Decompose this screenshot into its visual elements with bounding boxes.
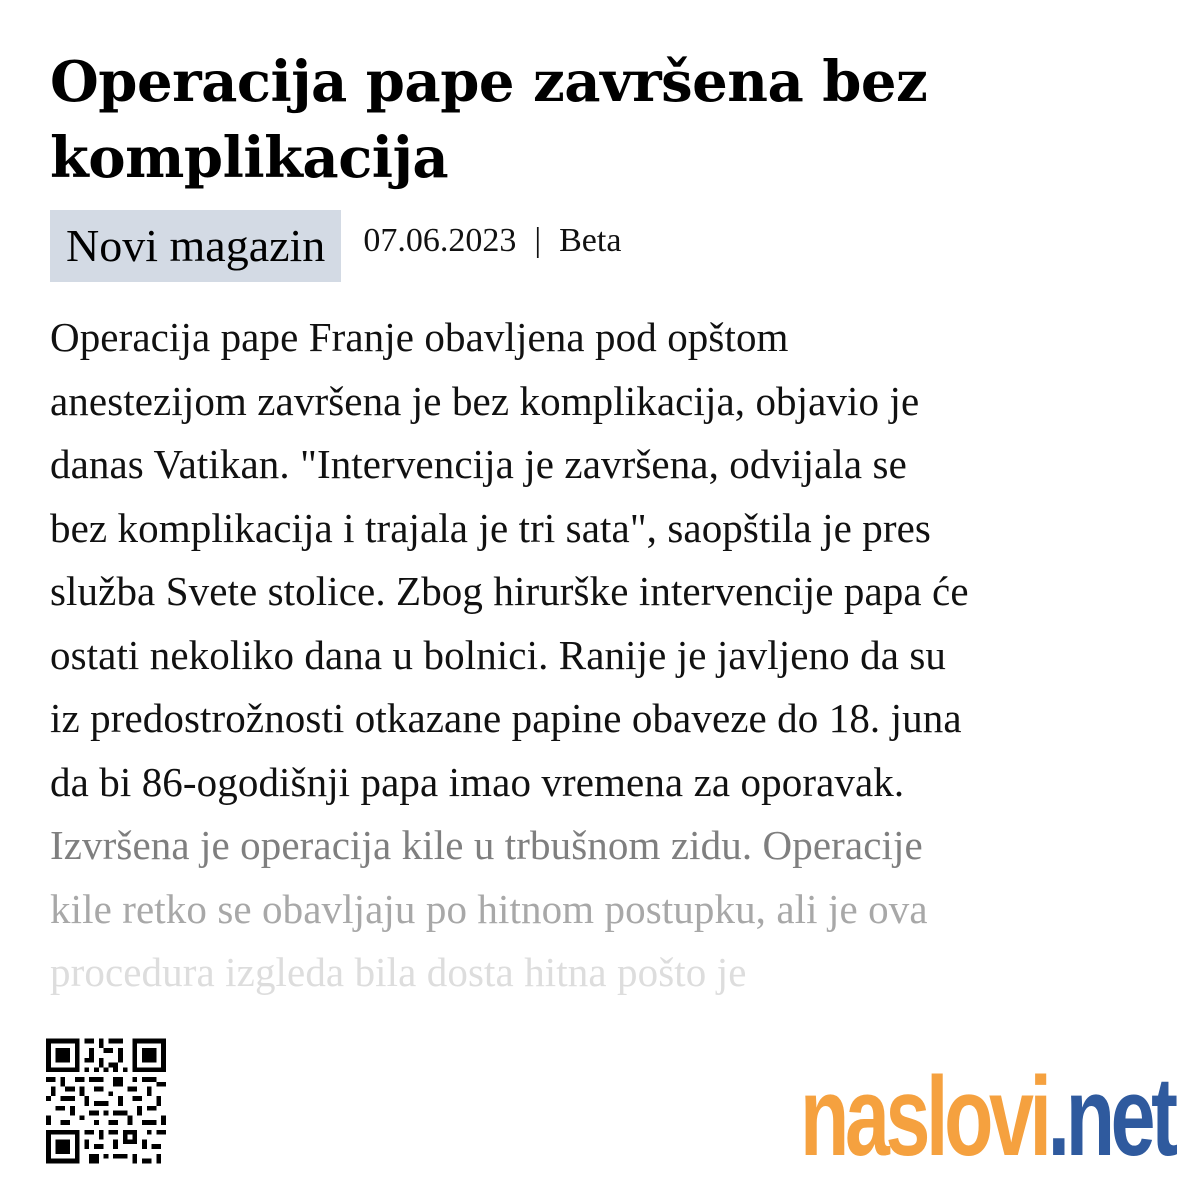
source-badge[interactable]: Novi magazin (50, 210, 341, 282)
headline[interactable] (50, 44, 1160, 196)
qr-code-icon[interactable] (46, 1038, 166, 1164)
body-line: bez komplikacija i trajala je tri sata", saopštila je pres (50, 504, 931, 551)
body-line: da bi 86-ogodišnji papa imao vremena za oporavak. (50, 758, 905, 805)
body-line: iz predostrožnosti otkazane papine obaveze do 18. juna (50, 695, 962, 741)
logo-text-net: .net (1047, 1054, 1174, 1179)
body-line-faded: procedura izgleda bila dosta hitna pošto je (50, 949, 747, 995)
meta-row (50, 210, 1160, 282)
agency-label: Beta (559, 222, 622, 259)
article-body (50, 306, 1160, 1005)
body-line: služba Svete stolice. Zbog hirurške intervencije papa će (50, 568, 969, 614)
naslovi-net-logo[interactable] (800, 1054, 1174, 1179)
headline-line: komplikacija (50, 125, 449, 191)
body-line-faded: kile retko se obavljaju po hitnom postupku, ali je ova (50, 885, 928, 932)
body-line-faded: Izvršena je operacija kile u trbušnom zidu. Operacije (50, 822, 923, 868)
body-line: anestezijom završena je bez komplikacija, objavio je (50, 377, 920, 424)
publish-date: 07.06.2023 (363, 222, 517, 259)
body-line: ostati nekoliko dana u bolnici. Ranije je javljeno da su (50, 631, 947, 678)
body-line: danas Vatikan. "Intervencija je završena, odvijala se (50, 441, 907, 487)
meta-separator: | (534, 222, 542, 259)
body-line: Operacija pape Franje obavljena pod opštom (50, 314, 789, 360)
logo-text-naslovi: naslovi (800, 1054, 1048, 1179)
article-card (50, 44, 1160, 1005)
headline-line: Operacija pape završena bez (50, 49, 928, 115)
